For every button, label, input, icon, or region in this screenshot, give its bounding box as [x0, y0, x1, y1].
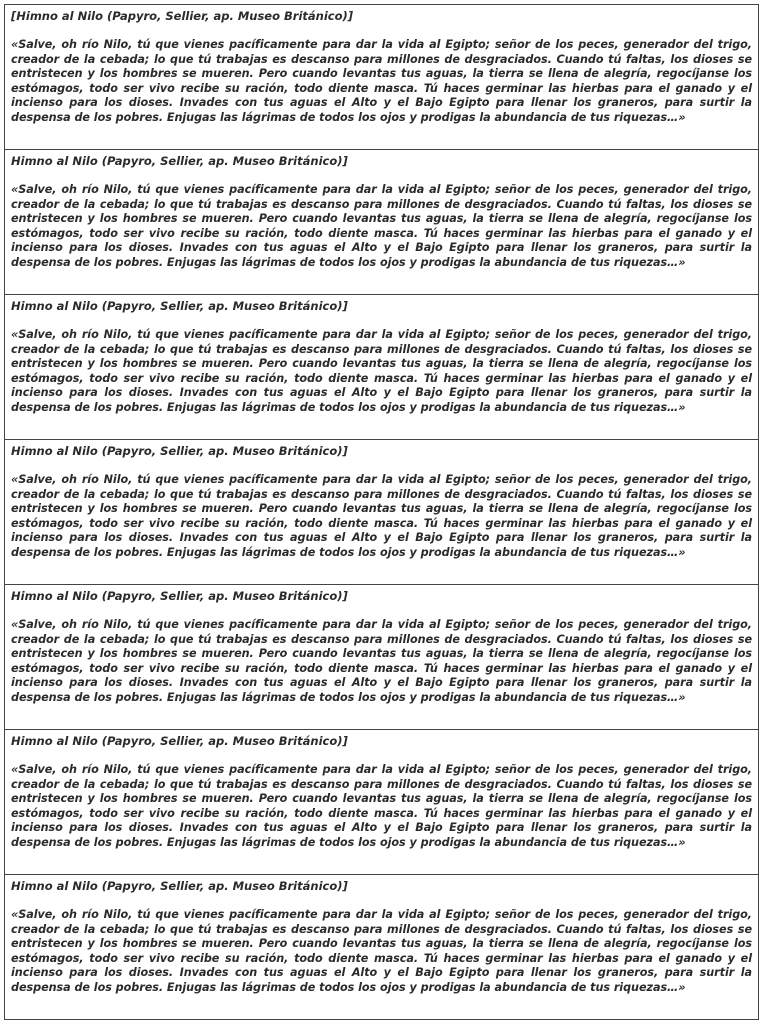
hymn-title: Himno al Nilo (Papyro, Sellier, ap. Museo Británico)]	[11, 589, 348, 603]
hymn-title: Himno al Nilo (Papyro, Sellier, ap. Museo Británico)]	[11, 299, 348, 313]
hymn-block	[5, 585, 758, 730]
hymn-text: «Salve, oh río Nilo, tú que vienes pacíficamente para dar la vida al Egipto; señor de los peces, generador del trigo, creador de la cebada; lo que tú trabajas es descanso para millones de desgraciados. Cuando tú faltas, los dioses se entristecen y los hombres se mueren. Pero cuando levantas tus aguas, la tierra se llena de alegría, regocíjanse los estómagos, todo ser vivo recibe su ración, todo diente masca. Tú haces germinar las hierbas para el ganado y el incienso para los dioses. Invades con tus aguas el Alto y el Bajo Egipto para llenar los graneros, para surtir la despensa de los pobres. Enjugas las lágrimas de todos los ojos y prodigas la abundancia de tus riquezas…»	[11, 908, 752, 994]
hymn-title: Himno al Nilo (Papyro, Sellier, ap. Museo Británico)]	[11, 879, 348, 893]
hymn-text: «Salve, oh río Nilo, tú que vienes pacíficamente para dar la vida al Egipto; señor de los peces, generador del trigo, creador de la cebada; lo que tú trabajas es descanso para millones de desgraciados. Cuando tú faltas, los dioses se entristecen y los hombres se mueren. Pero cuando levantas tus aguas, la tierra se llena de alegría, regocíjanse los estómagos, todo ser vivo recibe su ración, todo diente masca. Tú haces germinar las hierbas para el ganado y el incienso para los dioses. Invades con tus aguas el Alto y el Bajo Egipto para llenar los graneros, para surtir la despensa de los pobres. Enjugas las lágrimas de todos los ojos y prodigas la abundancia de tus riquezas…»	[11, 328, 752, 414]
hymn-text: «Salve, oh río Nilo, tú que vienes pacíficamente para dar la vida al Egipto; señor de los peces, generador del trigo, creador de la cebada; lo que tú trabajas es descanso para millones de desgraciados. Cuando tú faltas, los dioses se entristecen y los hombres se mueren. Pero cuando levantas tus aguas, la tierra se llena de alegría, regocíjanse los estómagos, todo ser vivo recibe su ración, todo diente masca. Tú haces germinar las hierbas para el ganado y el incienso para los dioses. Invades con tus aguas el Alto y el Bajo Egipto para llenar los graneros, para surtir la despensa de los pobres. Enjugas las lágrimas de todos los ojos y prodigas la abundancia de tus riquezas…»	[11, 183, 752, 269]
hymn-block	[5, 5, 758, 150]
hymn-title: Himno al Nilo (Papyro, Sellier, ap. Museo Británico)]	[11, 734, 348, 748]
hymn-block	[5, 730, 758, 875]
hymn-text: «Salve, oh río Nilo, tú que vienes pacíficamente para dar la vida al Egipto; señor de los peces, generador del trigo, creador de la cebada; lo que tú trabajas es descanso para millones de desgraciados. Cuando tú faltas, los dioses se entristecen y los hombres se mueren. Pero cuando levantas tus aguas, la tierra se llena de alegría, regocíjanse los estómagos, todo ser vivo recibe su ración, todo diente masca. Tú haces germinar las hierbas para el ganado y el incienso para los dioses. Invades con tus aguas el Alto y el Bajo Egipto para llenar los graneros, para surtir la despensa de los pobres. Enjugas las lágrimas de todos los ojos y prodigas la abundancia de tus riquezas…»	[11, 473, 752, 559]
hymn-block	[5, 295, 758, 440]
hymn-text: «Salve, oh río Nilo, tú que vienes pacíficamente para dar la vida al Egipto; señor de los peces, generador del trigo, creador de la cebada; lo que tú trabajas es descanso para millones de desgraciados. Cuando tú faltas, los dioses se entristecen y los hombres se mueren. Pero cuando levantas tus aguas, la tierra se llena de alegría, regocíjanse los estómagos, todo ser vivo recibe su ración, todo diente masca. Tú haces germinar las hierbas para el ganado y el incienso para los dioses. Invades con tus aguas el Alto y el Bajo Egipto para llenar los graneros, para surtir la despensa de los pobres. Enjugas las lágrimas de todos los ojos y prodigas la abundancia de tus riquezas…»	[11, 763, 752, 849]
hymn-title: Himno al Nilo (Papyro, Sellier, ap. Museo Británico)]	[11, 154, 348, 168]
hymn-title: Himno al Nilo (Papyro, Sellier, ap. Museo Británico)]	[11, 444, 348, 458]
hymn-block	[5, 440, 758, 585]
hymn-block	[5, 875, 758, 1019]
hymn-text: «Salve, oh río Nilo, tú que vienes pacíficamente para dar la vida al Egipto; señor de los peces, generador del trigo, creador de la cebada; lo que tú trabajas es descanso para millones de desgraciados. Cuando tú faltas, los dioses se entristecen y los hombres se mueren. Pero cuando levantas tus aguas, la tierra se llena de alegría, regocíjanse los estómagos, todo ser vivo recibe su ración, todo diente masca. Tú haces germinar las hierbas para el ganado y el incienso para los dioses. Invades con tus aguas el Alto y el Bajo Egipto para llenar los graneros, para surtir la despensa de los pobres. Enjugas las lágrimas de todos los ojos y prodigas la abundancia de tus riquezas…»	[11, 618, 752, 704]
hymn-text: «Salve, oh río Nilo, tú que vienes pacíficamente para dar la vida al Egipto; señor de los peces, generador del trigo, creador de la cebada; lo que tú trabajas es descanso para millones de desgraciados. Cuando tú faltas, los dioses se entristecen y los hombres se mueren. Pero cuando levantas tus aguas, la tierra se llena de alegría, regocíjanse los estómagos, todo ser vivo recibe su ración, todo diente masca. Tú haces germinar las hierbas para el ganado y el incienso para los dioses. Invades con tus aguas el Alto y el Bajo Egipto para llenar los graneros, para surtir la despensa de los pobres. Enjugas las lágrimas de todos los ojos y prodigas la abundancia de tus riquezas…»	[11, 38, 752, 124]
hymn-title: [Himno al Nilo (Papyro, Sellier, ap. Museo Británico)]	[11, 9, 353, 23]
document-page	[4, 4, 759, 1020]
hymn-block	[5, 150, 758, 295]
